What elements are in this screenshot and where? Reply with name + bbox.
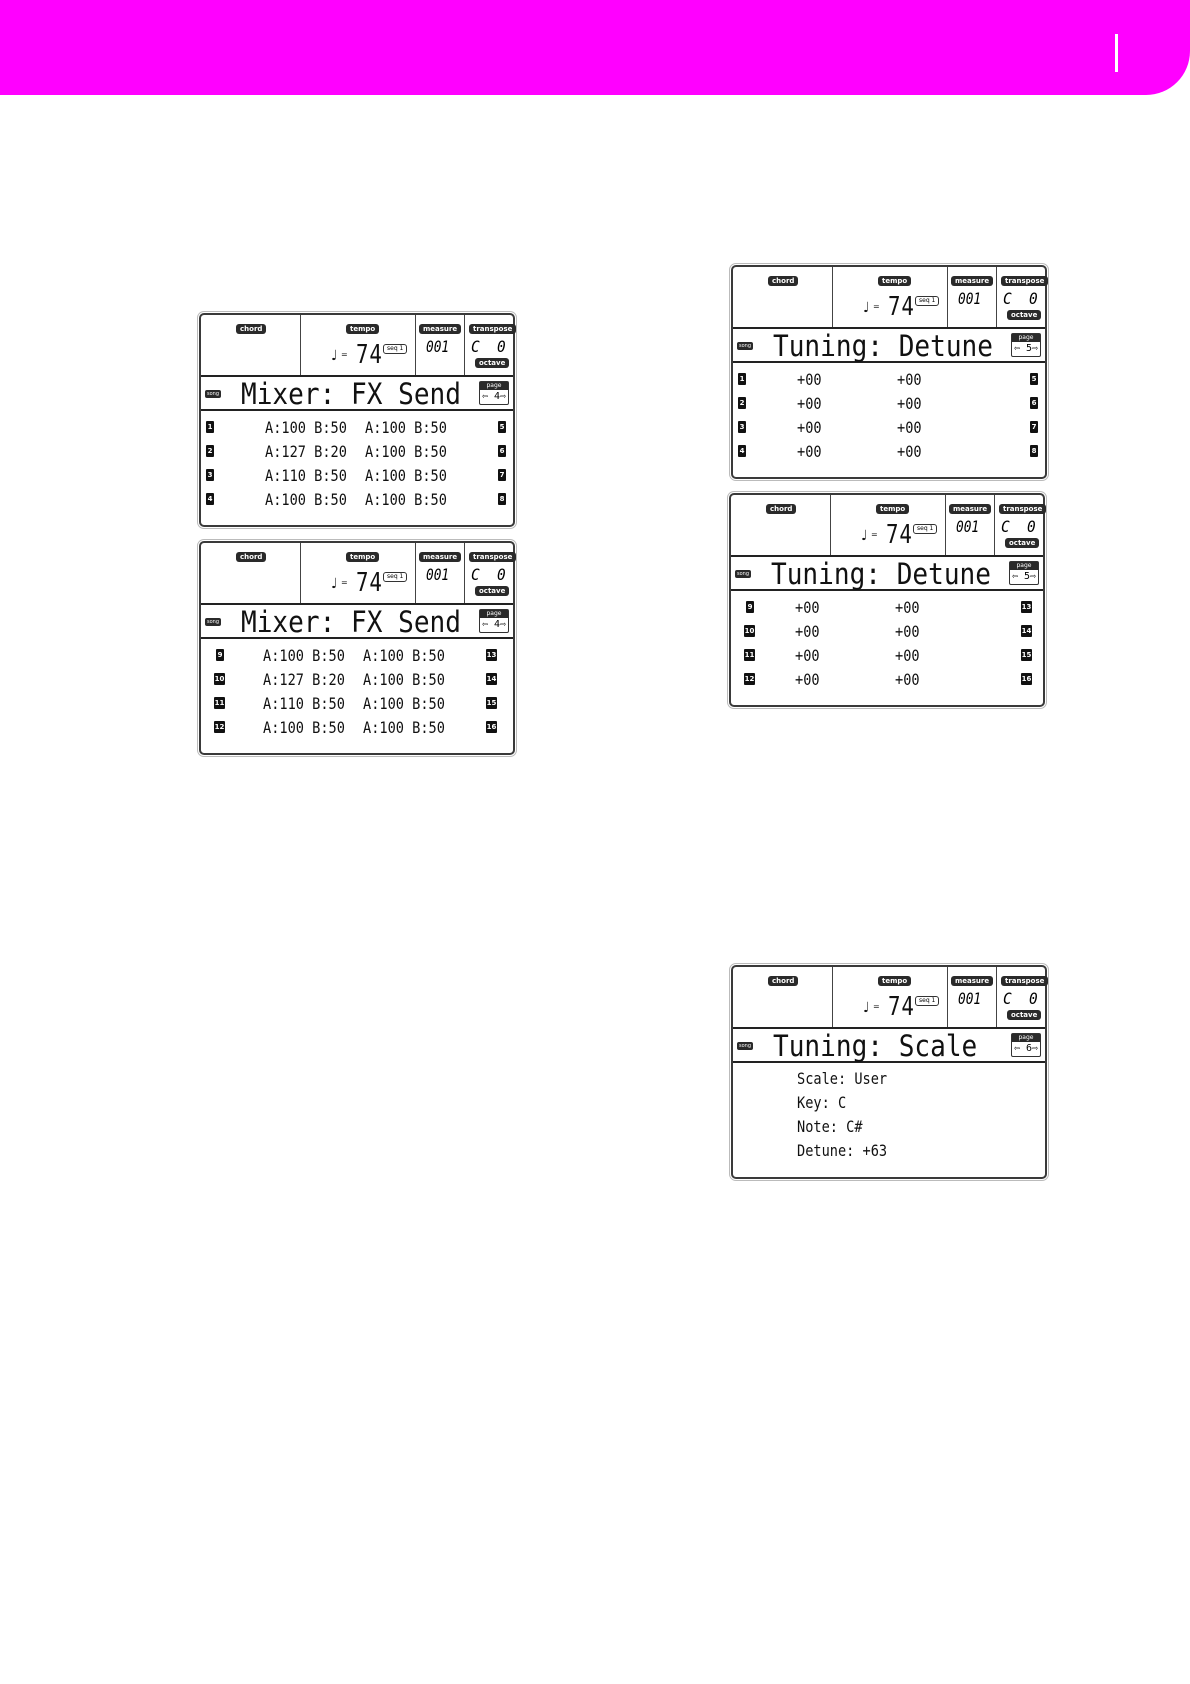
quarter-note-icon: ♩: [861, 528, 868, 544]
table-row: [201, 669, 513, 691]
seq-badge: seq 1: [383, 344, 407, 354]
lcd-mixer-fx-send-2: [199, 541, 515, 755]
octave-label: octave: [1005, 538, 1039, 548]
table-row: [201, 717, 513, 739]
header-banner: [0, 0, 1190, 95]
table-row: [201, 441, 513, 463]
detune-right: +00: [895, 598, 920, 617]
detune-left: +00: [795, 646, 820, 665]
table-row: [201, 417, 513, 439]
lcd-body: [201, 639, 513, 753]
table-row: [733, 417, 1045, 439]
channel-index: 2: [207, 447, 213, 455]
detune-right: +00: [895, 670, 920, 689]
page-number: ⇦ 6⇨: [1014, 1043, 1039, 1054]
table-row: [201, 645, 513, 667]
lcd-title-bar: [733, 1029, 1045, 1063]
page-edge-marker: [1115, 34, 1118, 72]
transpose-cell: [995, 495, 1043, 555]
fx-send-right: A:100 B:50: [365, 466, 447, 485]
page-label: page: [480, 382, 508, 390]
page-number: ⇦ 5⇨: [1014, 343, 1039, 354]
lcd-tuning-detune-1: [731, 265, 1047, 479]
transpose-value: C 0: [471, 337, 506, 356]
transpose-label: transpose: [1001, 276, 1048, 286]
lcd-tuning-scale: [731, 965, 1047, 1179]
fx-send-left: A:100 B:50: [265, 418, 347, 437]
channel-index: 12: [744, 675, 755, 683]
page-indicator: [1011, 1033, 1041, 1057]
tempo-cell: [301, 315, 416, 375]
channel-index: 14: [1021, 627, 1032, 635]
detune-left: +00: [797, 442, 822, 461]
measure-value: 001: [958, 989, 982, 1008]
measure-cell: [416, 315, 465, 375]
page-title: Mixer: FX Send: [241, 605, 461, 639]
fx-send-right: A:100 B:50: [363, 718, 445, 737]
page-label: page: [1012, 1034, 1040, 1042]
detune-left: +00: [795, 622, 820, 641]
page-number-value: 6: [1026, 1043, 1033, 1054]
lcd-tuning-detune-2: [729, 493, 1045, 707]
page-title: Mixer: FX Send: [241, 377, 461, 411]
channel-index: 8: [1031, 447, 1037, 455]
channel-index: 13: [486, 651, 497, 659]
page-indicator: [479, 381, 509, 405]
fx-send-right: A:100 B:50: [363, 694, 445, 713]
chord-cell: [201, 315, 301, 375]
detune-left: +00: [795, 598, 820, 617]
transpose-cell: [465, 315, 513, 375]
scale-setting: Scale: User: [797, 1069, 888, 1088]
detune-right: +00: [897, 418, 922, 437]
channel-index: 4: [207, 495, 213, 503]
page-number-value: 5: [1026, 343, 1033, 354]
tempo-label: tempo: [876, 504, 909, 514]
lcd-body: [733, 1063, 1045, 1177]
fx-send-right: A:100 B:50: [365, 490, 447, 509]
seq-badge: seq 1: [915, 296, 939, 306]
transpose-value: C 0: [471, 565, 506, 584]
page-number: ⇦ 4⇨: [482, 619, 507, 630]
song-label: song: [739, 1043, 752, 1049]
seq-badge: seq 1: [915, 996, 939, 1006]
table-row: [731, 621, 1043, 643]
transpose-value: C 0: [1003, 989, 1038, 1008]
channel-index: 13: [1021, 603, 1032, 611]
detune-right: +00: [897, 394, 922, 413]
page-number: ⇦ 4⇨: [482, 391, 507, 402]
table-row: [733, 393, 1045, 415]
song-label: song: [207, 391, 220, 397]
channel-index: 12: [214, 723, 225, 731]
measure-value: 001: [426, 565, 450, 584]
tempo-value: 74: [356, 340, 383, 370]
detune-right: +00: [895, 646, 920, 665]
transpose-label: transpose: [469, 552, 516, 562]
tempo-equals: =: [341, 350, 348, 359]
measure-cell: [416, 543, 465, 603]
page-number-value: 4: [494, 619, 501, 630]
detune-right: +00: [897, 370, 922, 389]
channel-index: 10: [744, 627, 755, 635]
page-label: page: [480, 610, 508, 618]
channel-index: 1: [207, 423, 213, 431]
fx-send-left: A:110 B:50: [263, 694, 345, 713]
transpose-label: transpose: [999, 504, 1046, 514]
channel-index: 4: [739, 447, 745, 455]
chord-label: chord: [236, 324, 266, 334]
lcd-status-row: [731, 495, 1043, 557]
tempo-label: tempo: [878, 276, 911, 286]
tempo-equals: =: [873, 1002, 880, 1011]
channel-index: 3: [207, 471, 213, 479]
channel-index: 1: [739, 375, 745, 383]
table-row: [733, 369, 1045, 391]
page-label: page: [1012, 334, 1040, 342]
table-row: [201, 693, 513, 715]
fx-send-left: A:127 B:20: [265, 442, 347, 461]
tempo-value: 74: [356, 568, 383, 598]
tempo-value: 74: [888, 292, 915, 322]
lcd-body: [733, 363, 1045, 477]
lcd-title-bar: [731, 557, 1043, 591]
table-row: [731, 597, 1043, 619]
page-number-value: 5: [1024, 571, 1031, 582]
channel-index: 14: [486, 675, 497, 683]
measure-label: measure: [949, 504, 991, 514]
chord-label: chord: [236, 552, 266, 562]
measure-cell: [948, 267, 997, 327]
quarter-note-icon: ♩: [863, 300, 870, 316]
page-number: ⇦ 5⇨: [1012, 571, 1037, 582]
detune-left: +00: [797, 418, 822, 437]
measure-label: measure: [419, 324, 461, 334]
channel-index: 11: [744, 651, 755, 659]
fx-send-right: A:100 B:50: [363, 646, 445, 665]
fx-send-right: A:100 B:50: [365, 418, 447, 437]
tempo-equals: =: [341, 578, 348, 587]
channel-index: 2: [739, 399, 745, 407]
page-title: Tuning: Detune: [771, 557, 991, 591]
channel-index: 5: [499, 423, 505, 431]
lcd-status-row: [201, 315, 513, 377]
lcd-mixer-fx-send-1: [199, 313, 515, 527]
chord-cell: [733, 967, 833, 1027]
channel-index: 9: [747, 603, 753, 611]
octave-label: octave: [475, 358, 509, 368]
detune-left: +00: [797, 394, 822, 413]
tempo-label: tempo: [878, 976, 911, 986]
transpose-label: transpose: [1001, 976, 1048, 986]
detune-setting: Detune: +63: [797, 1141, 888, 1160]
octave-label: octave: [475, 586, 509, 596]
quarter-note-icon: ♩: [863, 1000, 870, 1016]
transpose-cell: [997, 967, 1045, 1027]
fx-send-left: A:100 B:50: [263, 718, 345, 737]
table-row: [731, 645, 1043, 667]
tempo-value: 74: [888, 992, 915, 1022]
channel-index: 11: [214, 699, 225, 707]
channel-index: 6: [1031, 399, 1037, 407]
tempo-value: 74: [886, 520, 913, 550]
channel-index: 15: [486, 699, 497, 707]
table-row: [201, 465, 513, 487]
transpose-value: C 0: [1003, 289, 1038, 308]
page-indicator: [1009, 561, 1039, 585]
fx-send-left: A:100 B:50: [265, 490, 347, 509]
transpose-cell: [465, 543, 513, 603]
page-label: page: [1010, 562, 1038, 570]
fx-send-left: A:110 B:50: [265, 466, 347, 485]
detune-left: +00: [797, 370, 822, 389]
measure-label: measure: [951, 276, 993, 286]
measure-cell: [948, 967, 997, 1027]
chord-cell: [731, 495, 831, 555]
fx-send-right: A:100 B:50: [365, 442, 447, 461]
lcd-body: [201, 411, 513, 525]
channel-index: 9: [217, 651, 223, 659]
measure-label: measure: [951, 976, 993, 986]
measure-cell: [946, 495, 995, 555]
octave-label: octave: [1007, 1010, 1041, 1020]
lcd-status-row: [733, 267, 1045, 329]
detune-right: +00: [897, 442, 922, 461]
channel-index: 3: [739, 423, 745, 431]
channel-index: 7: [499, 471, 505, 479]
channel-index: 5: [1031, 375, 1037, 383]
page-indicator: [479, 609, 509, 633]
measure-value: 001: [956, 517, 980, 536]
lcd-title-bar: [201, 605, 513, 639]
page-title: Tuning: Detune: [773, 329, 993, 363]
channel-index: 15: [1021, 651, 1032, 659]
quarter-note-icon: ♩: [331, 576, 338, 592]
transpose-cell: [997, 267, 1045, 327]
chord-label: chord: [768, 976, 798, 986]
channel-index: 16: [486, 723, 497, 731]
tempo-cell: [833, 267, 948, 327]
tempo-cell: [301, 543, 416, 603]
song-label: song: [739, 343, 752, 349]
table-row: [201, 489, 513, 511]
lcd-title-bar: [201, 377, 513, 411]
tempo-label: tempo: [346, 324, 379, 334]
chord-cell: [733, 267, 833, 327]
page-title: Tuning: Scale: [773, 1029, 978, 1063]
key-setting: Key: C: [797, 1093, 847, 1112]
channel-index: 6: [499, 447, 505, 455]
chord-label: chord: [766, 504, 796, 514]
lcd-status-row: [201, 543, 513, 605]
transpose-value: C 0: [1001, 517, 1036, 536]
channel-index: 16: [1021, 675, 1032, 683]
tempo-equals: =: [871, 530, 878, 539]
seq-badge: seq 1: [913, 524, 937, 534]
tempo-cell: [831, 495, 946, 555]
lcd-body: [731, 591, 1043, 705]
quarter-note-icon: ♩: [331, 348, 338, 364]
table-row: [731, 669, 1043, 691]
table-row: [733, 441, 1045, 463]
chord-label: chord: [768, 276, 798, 286]
tempo-cell: [833, 967, 948, 1027]
detune-left: +00: [795, 670, 820, 689]
transpose-label: transpose: [469, 324, 516, 334]
fx-send-left: A:127 B:20: [263, 670, 345, 689]
fx-send-right: A:100 B:50: [363, 670, 445, 689]
octave-label: octave: [1007, 310, 1041, 320]
detune-right: +00: [895, 622, 920, 641]
channel-index: 10: [214, 675, 225, 683]
measure-value: 001: [958, 289, 982, 308]
measure-value: 001: [426, 337, 450, 356]
lcd-title-bar: [733, 329, 1045, 363]
page-number-value: 4: [494, 391, 501, 402]
measure-label: measure: [419, 552, 461, 562]
channel-index: 8: [499, 495, 505, 503]
song-label: song: [207, 619, 220, 625]
note-setting: Note: C#: [797, 1117, 863, 1136]
fx-send-left: A:100 B:50: [263, 646, 345, 665]
tempo-label: tempo: [346, 552, 379, 562]
seq-badge: seq 1: [383, 572, 407, 582]
channel-index: 7: [1031, 423, 1037, 431]
chord-cell: [201, 543, 301, 603]
lcd-status-row: [733, 967, 1045, 1029]
tempo-equals: =: [873, 302, 880, 311]
page-indicator: [1011, 333, 1041, 357]
song-label: song: [737, 571, 750, 577]
